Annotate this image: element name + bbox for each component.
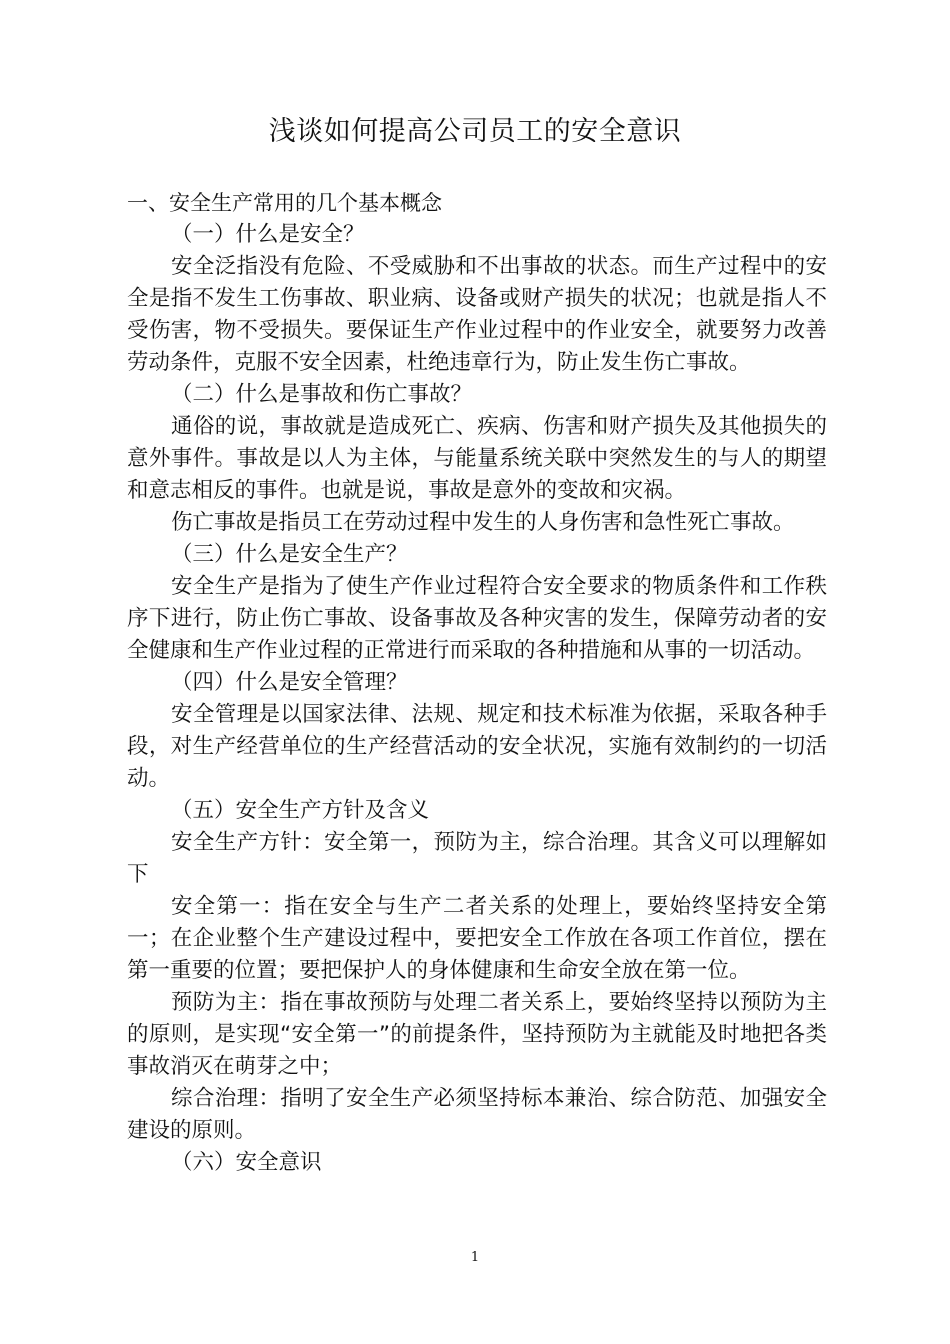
paragraph-accident-definition: 通俗的说，事故就是造成死亡、疾病、伤害和财产损失及其他损失的意外事件。事故是以人为主体，与能量系统关联中突然发生的与人的期望和意志相反的事件。也就是说，事故是意外的变故和灾祸。 <box>127 414 827 503</box>
subheading-safe-production: （三）什么是安全生产？ <box>171 542 408 567</box>
subheading-safety-management: （四）什么是安全管理？ <box>171 670 408 695</box>
document-body <box>127 187 827 1179</box>
page-number: 1 <box>470 1250 480 1265</box>
document-title: 浅谈如何提高公司员工的安全意识 <box>268 116 682 147</box>
subheading-safety-awareness: （六）安全意识 <box>171 1150 322 1175</box>
paragraph-safety-policy: 安全生产方针：安全第一，预防为主，综合治理。其含义可以理解如下 <box>127 830 827 887</box>
paragraph-prevention-first: 预防为主：指在事故预防与处理二者关系上，要始终坚持以预防为主的原则，是实现“安全第一”的前提条件，坚持预防为主就能及时地把各类事故消灭在萌芽之中； <box>127 990 827 1079</box>
paragraph-safety-management-definition: 安全管理是以国家法律、法规、规定和技术标准为依据，采取各种手段，对生产经营单位的生产经营活动的安全状况，实施有效制约的一切活动。 <box>127 702 827 791</box>
paragraph-safety-definition: 安全泛指没有危险、不受威胁和不出事故的状态。而生产过程中的安全是指不发生工伤事故、职业病、设备或财产损失的状况；也就是指人不受伤害，物不受损失。要保证生产作业过程中的作业安全，就要努力改善劳动条件，克服不安全因素，杜绝违章行为，防止发生伤亡事故。 <box>127 254 827 375</box>
paragraph-safety-first: 安全第一：指在安全与生产二者关系的处理上，要始终坚持安全第一；在企业整个生产建设过程中，要把安全工作放在各项工作首位，摆在第一重要的位置；要把保护人的身体健康和生命安全放在第一位。 <box>127 894 827 983</box>
paragraph-safe-production-definition: 安全生产是指为了使生产作业过程符合安全要求的物质条件和工作秩序下进行，防止伤亡事故、设备事故及各种灾害的发生，保障劳动者的安全健康和生产作业过程的正常进行而采取的各种措施和从事的一切活动。 <box>127 574 827 663</box>
paragraph-casualty-definition: 伤亡事故是指员工在劳动过程中发生的人身伤害和急性死亡事故。 <box>171 510 795 535</box>
subheading-what-is-safety: （一）什么是安全？ <box>171 222 365 247</box>
subheading-accident: （二）什么是事故和伤亡事故？ <box>171 382 473 407</box>
subheading-safety-policy: （五）安全生产方针及含义 <box>171 798 430 823</box>
paragraph-comprehensive-governance: 综合治理：指明了安全生产必须坚持标本兼治、综合防范、加强安全建设的原则。 <box>127 1086 827 1143</box>
section-heading-1: 一、安全生产常用的几个基本概念 <box>127 191 442 215</box>
